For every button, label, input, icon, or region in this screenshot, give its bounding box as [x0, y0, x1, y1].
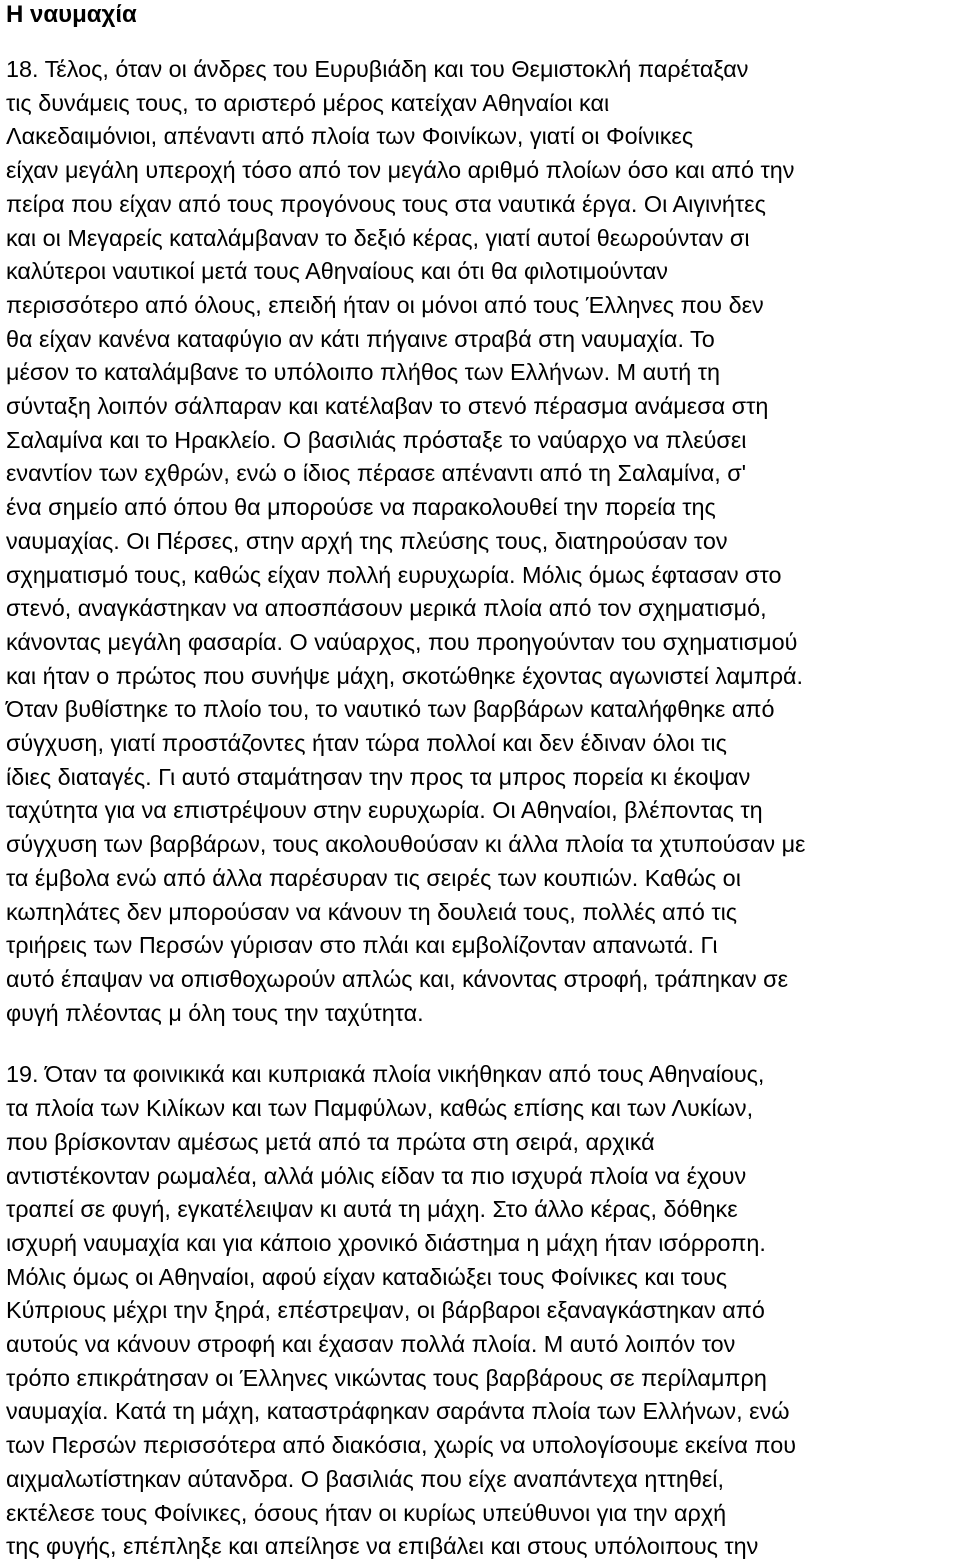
text-line: φυγή πλέοντας μ όλη τους την ταχύτητα. [6, 999, 424, 1026]
text-line: ταχύτητα για να επιστρέψουν στην ευρυχωρία. Οι Αθηναίοι, βλέποντας τη [6, 797, 763, 824]
text-line: αυτό έπαψαν να οπισθοχωρούν απλώς και, κάνοντας στροφή, τράπηκαν σε [6, 965, 789, 992]
text-line: ναυμαχία. Κατά τη μάχη, καταστράφηκαν σαράντα πλοία των Ελλήνων, ενώ [6, 1398, 790, 1425]
text-line: που βρίσκονταν αμέσως μετά από τα πρώτα στη σειρά, αρχικά [6, 1128, 655, 1155]
text-line: αιχμαλωτίστηκαν αύτανδρα. Ο βασιλιάς που είχε αναπάντεχα ηττηθεί, [6, 1465, 724, 1492]
text-line: ένα σημείο από όπου θα μπορούσε να παρακολουθεί την πορεία της [6, 494, 716, 521]
text-line: κωπηλάτες δεν μπορούσαν να κάνουν τη δουλειά τους, πολλές από τις [6, 898, 738, 925]
text-line: στενό, αναγκάστηκαν να αποσπάσουν μερικά πλοία από τον σχηματισμό, [6, 595, 767, 622]
text-line: σύνταξη λοιπόν σάλπαραν και κατέλαβαν το στενό πέρασμα ανάμεσα στη [6, 393, 769, 420]
text-line: θα είχαν κανένα καταφύγιο αν κάτι πήγαινε στραβά στη ναυμαχία. Το [6, 325, 715, 352]
text-line: πείρα που είχαν από τους προγόνους τους στα ναυτικά έργα. Οι Αιγινήτες [6, 190, 766, 217]
text-line: ισχυρή ναυμαχία και για κάποιο χρονικό διάστημα η μάχη ήταν ισόρροπη. [6, 1229, 766, 1256]
text-line: μέσον το καταλάμβανε το υπόλοιπο πλήθος των Ελλήνων. Μ αυτή τη [6, 359, 720, 386]
text-line: αντιστέκονταν ρωμαλέα, αλλά μόλις είδαν τα πιο ισχυρά πλοία να έχουν [6, 1162, 747, 1189]
text-line: τα πλοία των Κιλίκων και των Παμφύλων, καθώς επίσης και των Λυκίων, [6, 1095, 754, 1122]
text-line: της φυγής, επέπληξε και απείλησε να επιβάλει και στους υπόλοιπους την [6, 1533, 759, 1560]
text-line: και οι Μεγαρείς καταλάμβαναν το δεξιό κέρας, γιατί αυτοί θεωρούνταν σι [6, 224, 750, 251]
text-line: Λακεδαιμόνιοι, απέναντι από πλοία των Φοινίκων, γιατί οι Φοίνικες [6, 123, 694, 150]
paragraph-18 [6, 53, 954, 1030]
text-line: κάνοντας μεγάλη φασαρία. Ο ναύαρχος, που προηγούνταν του σχηματισμού [6, 628, 798, 655]
text-line: τις δυνάμεις τους, το αριστερό μέρος κατείχαν Αθηναίοι και [6, 89, 610, 116]
text-line: Σαλαμίνα και το Ηρακλείο. Ο βασιλιάς πρόσταξε το ναύαρχο να πλεύσει [6, 426, 747, 453]
text-line: σύγχυση των βαρβάρων, τους ακολουθούσαν κι άλλα πλοία τα χτυπούσαν με [6, 831, 806, 858]
text-line: περισσότερο από όλους, επειδή ήταν οι μόνοι από τους Έλληνες που δεν [6, 291, 764, 318]
text-line: των Περσών περισσότερα από διακόσια, χωρίς να υπολογίσουμε εκείνα που [6, 1432, 796, 1459]
text-line: αυτούς να κάνουν στροφή και έχασαν πολλά πλοία. Μ αυτό λοιπόν τον [6, 1331, 736, 1358]
text-line: εκτέλεσε τους Φοίνικες, όσους ήταν οι κυρίως υπεύθυνοι για την αρχή [6, 1499, 727, 1526]
text-line: τραπεί σε φυγή, εγκατέλειψαν κι αυτά τη μάχη. Στο άλλο κέρας, δόθηκε [6, 1196, 738, 1223]
text-line: Μόλις όμως οι Αθηναίοι, αφού είχαν καταδιώξει τους Φοίνικες και τους [6, 1263, 728, 1290]
document-page [6, 0, 954, 1564]
text-line: Όταν βυθίστηκε το πλοίο του, το ναυτικό των βαρβάρων καταλήφθηκε από [6, 696, 775, 723]
text-line: τριήρεις των Περσών γύρισαν στο πλάι και εμβολίζονταν απανωτά. Γι [6, 932, 718, 959]
text-line: 19. Όταν τα φοινικικά και κυπριακά πλοία νικήθηκαν από τους Αθηναίους, [6, 1061, 765, 1088]
text-line: καλύτεροι ναυτικοί μετά τους Αθηναίους και ότι θα φιλοτιμούνταν [6, 258, 668, 285]
text-line: τα έμβολα ενώ από άλλα παρέσυραν τις σειρές των κουπιών. Καθώς οι [6, 864, 741, 891]
text-line: 18. Τέλος, όταν οι άνδρες του Ευρυβιάδη και του Θεμιστοκλή παρέταξαν [6, 56, 749, 82]
text-line: ίδιες διαταγές. Γι αυτό σταμάτησαν την προς τα μπρος πορεία κι έκοψαν [6, 763, 751, 790]
text-line: Κύπριους μέχρι την ξηρά, επέστρεψαν, οι βάρβαροι εξαναγκάστηκαν από [6, 1297, 765, 1324]
text-line: σχηματισμό τους, καθώς είχαν πολλή ευρυχωρία. Μόλις όμως έφτασαν στο [6, 561, 782, 588]
text-line: και ήταν ο πρώτος που συνήψε μάχη, σκοτώθηκε έχοντας αγωνιστεί λαμπρά. [6, 662, 804, 689]
text-line: είχαν μεγάλη υπεροχή τόσο από τον μεγάλο αριθμό πλοίων όσο και από την [6, 157, 795, 184]
text-line: ναυμαχίας. Οι Πέρσες, στην αρχή της πλεύσης τους, διατηρούσαν τον [6, 527, 728, 554]
paragraph-19 [6, 1058, 954, 1564]
text-line: τρόπο επικράτησαν οι Έλληνες νικώντας τους βαρβάρους σε περίλαμπρη [6, 1364, 767, 1391]
document-title: Η ναυμαχία [6, 1, 137, 28]
text-line: σύγχυση, γιατί προστάζοντες ήταν τώρα πολλοί και δεν έδιναν όλοι τις [6, 730, 727, 757]
text-line: εναντίον των εχθρών, ενώ ο ίδιος πέρασε απέναντι από τη Σαλαμίνα, σ' [6, 460, 747, 487]
